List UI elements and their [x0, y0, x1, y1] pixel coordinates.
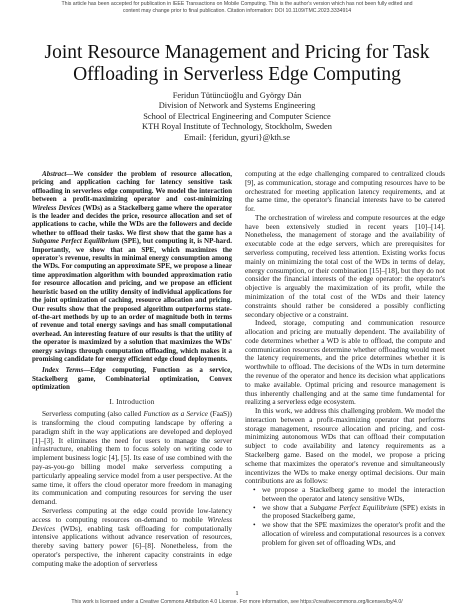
page-number: 1 — [235, 590, 239, 597]
abstract-term-wd: Wireless Devices — [32, 203, 81, 212]
intro-p2-text-b: (WDs), enabling task offloading for computationally intensive applications without advance reservation of resources, thereby saving battery power [6]–[8]. Nonetheless, from the operator's perspective, the inherent capacity constraints in edge computing make the adoption of serverless — [32, 523, 232, 568]
intro-p1-text-b: (FaaS)) is transforming the cloud computing landscape by offering a paradigm shift in the way applications are developed and deployed [1]–[3]. It eliminates the need for users to manage the server infrastructure, enabling them to focus solely on writing code to implement business logic [4], [5]. Its ease of use combined with the pay-as-you-go billing model make serverless computing a particularly appealing service model from a user perspective. At the same time, it offers the cloud operator more freedom in managing its communication and computing resources for serving the user demand. — [32, 409, 232, 507]
publication-notice — [0, 1, 474, 14]
author-names: Feridun Tütüncüoğlu and György Dán — [172, 91, 302, 100]
intro-p2-text-a: Serverless computing at the edge could provide low-latency access to computing resources on-demand to mobile — [32, 505, 232, 524]
publication-notice-line-1: This article has been accepted for publication in IEEE Transactions on Mobile Computing. This is the author's version which has not been fully edited and — [61, 1, 413, 7]
intro-paragraph-1 — [32, 410, 232, 507]
paper-title-line-1: Joint Resource Management and Pricing for Task — [44, 42, 430, 63]
left-column — [32, 170, 232, 568]
abstract-text-3: (SPE), but computing it, is NP-hard. Importantly, we show that an SPE, which maximizes the operator's revenue, results in minimal energy consumption among the WDs. For computing an approximate SPE, we propose a linear time approximation algorithm with bounded approximation ratio for resource allocation and pricing, and we propose an efficient heuristic based on the utility density of individual applications for the joint optimization of caching, resource allocation and pricing. Our results show that the proposed algorithm outperforms state-of-the-art methods by up to an order of magnitude both in terms of revenue and total energy savings and has small computational overhead. An interesting feature of our results is that the utility of the operator is maximized by a solution that maximizes the WDs' energy savings through computation offloading, which makes it a promising candidate for energy efficient edge cloud deployments. — [32, 237, 232, 363]
paper-title — [0, 42, 474, 86]
right-column — [245, 170, 445, 548]
intro-term-faas: Function as a Service — [143, 409, 208, 419]
publication-notice-line-2: content may change prior to final publication. Citation information: DOI 10.1109/TMC.2023.3334914 — [122, 7, 352, 14]
license-notice: This work is licensed under a Creative Commons Attribution 4.0 License. For more information, see https://creativecommons.org/licenses/by/4.0/ — [71, 599, 403, 605]
index-terms-text: —Edge computing, Function as a service, Stackelberg game, Combinatorial optimization, Convex optimization — [32, 366, 232, 392]
author-email: Email: {feridun, gyuri}@kth.se — [184, 132, 290, 142]
abstract-text-2: (WDs) as a Stackelberg game where the operator is the leader and decides the price, resource allocation and set of applications to cache, while the WDs are the followers and decide whether to offload their tasks. We first show that the game has a — [32, 203, 232, 237]
intro-p1-text-a: Serverless computing (also called — [42, 409, 144, 419]
index-terms-label: Index Terms — [42, 366, 84, 375]
contribution-item-3: • we show that the SPE maximizes the operator's profit and the allocation of wireless and computational resources is a convex problem for given set of offloading WDs, and — [253, 521, 445, 547]
intro-paragraph-3: computing at the edge challenging compared to centralized clouds [9], as communication, storage and computing resources have to be orchestrated for meeting application latency requirements, and at the same time, the operator's financial interests have to be catered for. — [245, 169, 445, 214]
index-terms — [32, 366, 232, 391]
abstract-term-spe: Subgame Perfect Equilibrium — [32, 237, 120, 246]
contribution-2-text-a: we show that a — [262, 502, 310, 512]
contribution-item-2 — [253, 504, 445, 522]
author-institution: KTH Royal Institute of Technology, Stockholm, Sweden — [142, 122, 332, 132]
intro-paragraph-5: Indeed, storage, computing and communication resource allocation and pricing are mutually dependent. The availability of code determines whether a WD is able to offload, the compute and communication resources determine whether offloading would meet the latency requirements, and the price determines whether it is worthwhile to offload. The decisions of the WDs in turn determine the revenue of the operator and hence its decision what applications to make available. Optimal pricing and resource management is thus inherently challenging and at the same time fundamental for realizing a serverless edge ecosystem. — [245, 318, 445, 407]
section-heading-introduction: I. Introduction — [109, 396, 155, 406]
intro-paragraph-2 — [32, 507, 232, 568]
abstract-text-1: —We consider the problem of resource allocation, pricing and application caching for latency sensitive task offloading in serverless edge computing. We model the interaction between a profit-maximizing operator and cost-minimizing — [32, 170, 232, 204]
intro-paragraph-6: In this work, we address this challenging problem. We model the interaction between a profit-maximizing operator that performs storage management, resource allocation and pricing, and cost-minimizing autonomous WDs that can offload their computation subject to code availability and latency requirements as a Stackelberg game. Based on the model, we propose a pricing scheme that maximizes the operator's revenue and simultaneously incentivizes the WDs to make energy optimal decisions. Our main contributions are as follows: — [245, 406, 445, 486]
contribution-2-text-b: (SPE) exists in the proposed Stackelberg game, — [262, 502, 445, 521]
intro-term-wd: Wireless Devices — [32, 514, 232, 533]
contribution-item-1: • we propose a Stackelberg game to model the interaction between the operator and latency sensitive WDs, — [253, 486, 445, 504]
author-school: School of Electrical Engineering and Computer Science — [143, 111, 331, 121]
author-division: Division of Network and Systems Engineering — [158, 101, 316, 111]
intro-paragraph-4: The orchestration of wireless and compute resources at the edge have been extensively studied in recent years [10]–[14]. Nonetheless, the management of storage and the availability of executable code at the edge servers, which are prerequisites for serverless computing, received less attention. Existing works focus mainly on minimizing the total cost of the WDs in terms of delay, energy consumption, or their combination [15]–[18], but they do not consider the financial interests of the edge operator: the operator's objective is arguably the maximization of its profit, while the minimization of the total cost of the WDs and their latency constraints should rather be considered a possibly conflicting secondary objective or a constraint. — [245, 212, 445, 319]
abstract — [32, 170, 232, 363]
author-block — [0, 91, 474, 143]
contributions-list — [253, 486, 445, 547]
contribution-2-term-spe: Subgame Perfect Equilibrium — [309, 502, 398, 512]
abstract-label: Abstract — [42, 170, 67, 178]
paper-title-line-2: Offloading in Serverless Edge Computing — [73, 64, 401, 85]
